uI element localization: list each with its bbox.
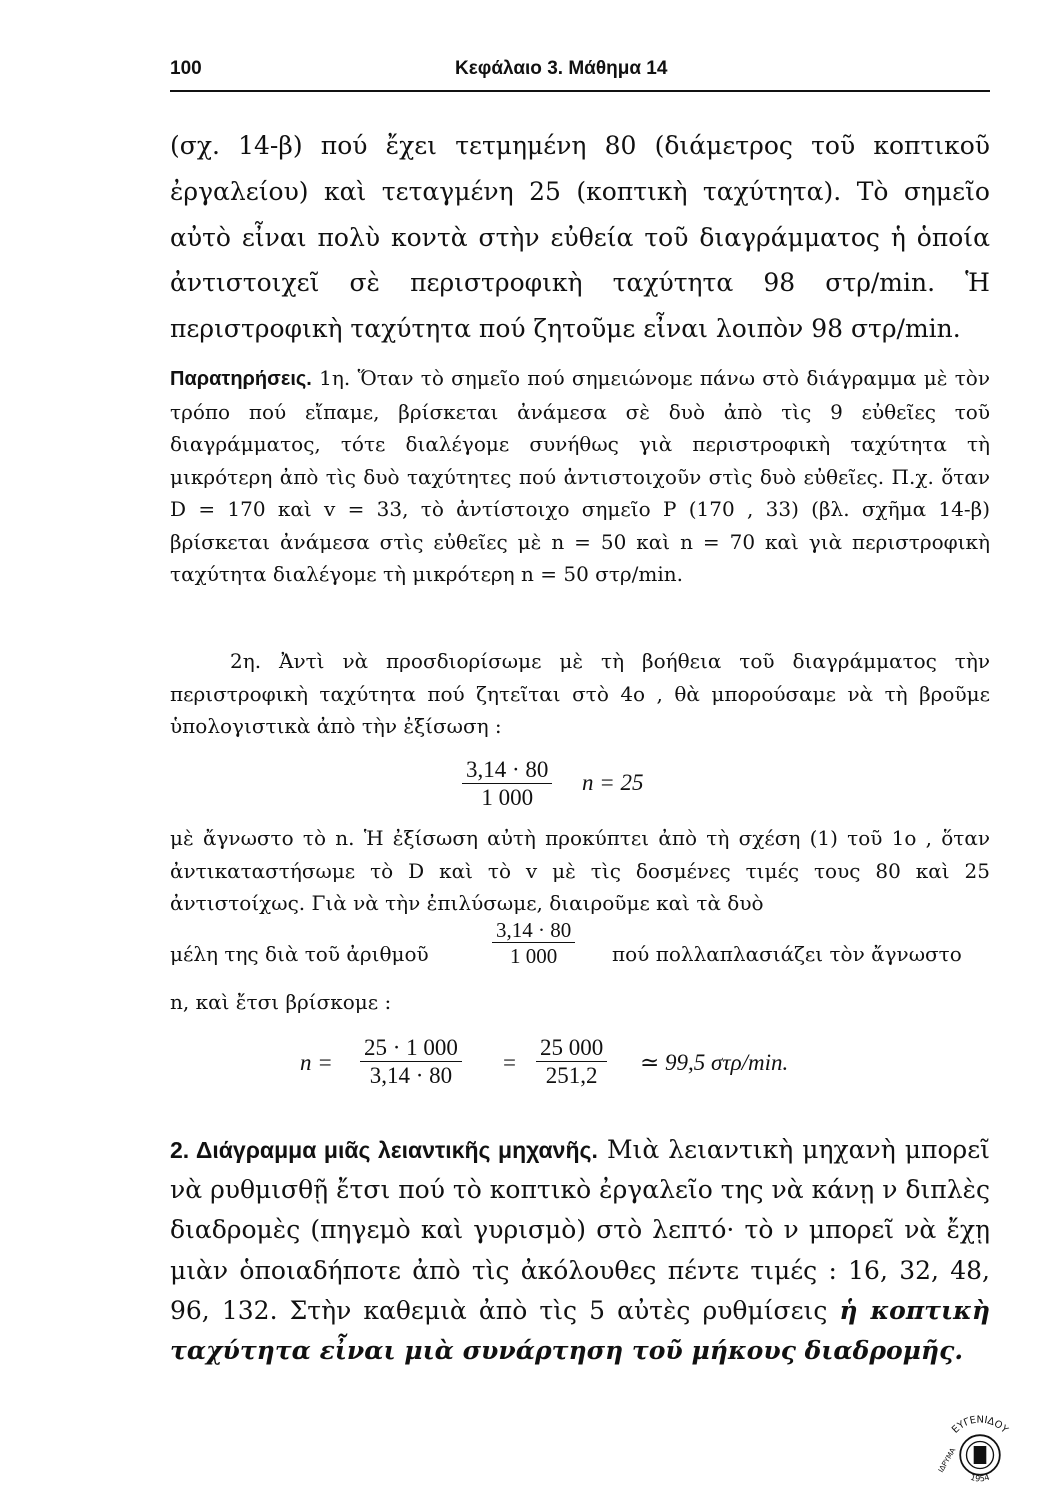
section-2-heading: 2. Διάγραμμα μιᾶς λειαντικῆς μηχανῆς. <box>170 1137 598 1163</box>
inline-fraction <box>492 918 575 969</box>
equation-2-equals: = <box>503 1050 516 1075</box>
foundation-seal <box>935 1410 1025 1500</box>
equation-2-fraction-1 <box>360 1035 462 1090</box>
remark-2-text: Ἀντὶ νὰ προσδιορίσωμε μὲ τὴ βοήθεια τοῦ διαγράμματος τὴν περιστροφικὴ ταχύτητα πού ζητεῖται στὸ 4ο , θὰ μπορούσαμε νὰ τὴ βροῦμε ὑπολογιστικὰ ἀπὸ τὴν ἐξίσωση : <box>170 649 991 738</box>
page-number: 100 <box>170 58 202 79</box>
remarks-heading: Παρατηρήσεις. <box>170 368 312 390</box>
inline-fraction-after: πού πολλαπλασιάζει τὸν ἄγνωστο <box>612 942 962 966</box>
remarks-paragraph <box>170 362 990 591</box>
svg-text:1954 <box>969 1472 990 1484</box>
equation-2-fraction-2-denominator: 251,2 <box>545 1063 598 1088</box>
chapter-title: Κεφάλαιο 3. Μάθημα 14 <box>455 58 668 79</box>
remark-2-paragraph <box>170 645 990 743</box>
section-2-paragraph <box>170 1130 990 1371</box>
section-2-italic-text: ἡ κοπτικὴ ταχύτητα εἶναι μιὰ συνάρτηση τοῦ μήκους διαδρομῆς. <box>170 1295 990 1366</box>
seal-year: 1954 <box>969 1471 991 1484</box>
svg-text:ΕΥΓΕΝΙΔΟΥ <box>950 1415 1011 1437</box>
equation-2-result: ≃ 99,5 στρ/min. <box>640 1050 789 1075</box>
remark-1-text: Ὅταν τὸ σημεῖο πού σημειώνομε πάνω στὸ διάγραμμα μὲ τὸν τρόπο πού εἴπαμε, βρίσκεται ἀνάμεσα σὲ δυὸ ἀπὸ τὶς 9 εὐθεῖες τοῦ διαγράμματος, τότε διαλέγομε συνήθως γιὰ περιστροφικὴ ταχύτητα τὴ μικρότερη ἀπὸ τὶς δυὸ ταχύτητες πού ἀντιστοιχοῦν στὶς δυὸ εὐθεῖες. Π.χ. ὅταν D = 170 καὶ v = 33, τὸ ἀντίστοιχο σημεῖο P (170 , 33) (βλ. σχῆμα 14-β) βρίσκεται ἀνάμεσα στὶς εὐθεῖες μὲ n = 50 καὶ n = 70 καὶ γιὰ περιστροφικὴ ταχύτητα διαλέγομε τὴ μικρότερη n = 50 στρ/min. <box>170 366 990 586</box>
equation-1-denominator: 1 000 <box>481 785 534 810</box>
remark-1-label: 1η. <box>319 366 351 390</box>
seal-top-text: ΕΥΓΕΝΙΔΟΥ <box>950 1414 1010 1436</box>
inline-line-next: n, καὶ ἔτσι βρίσκομε : <box>170 990 392 1014</box>
equation-1-fraction <box>462 757 552 812</box>
equation-2-fraction-2-numerator: 25 000 <box>536 1035 607 1062</box>
seal-left-text: ΙΔΡΥΜΑ <box>936 1446 958 1474</box>
equation-1-numerator: 3,14 · 80 <box>462 757 552 784</box>
paragraph-4: μὲ ἄγνωστο τὸ n. Ἡ ἐξίσωση αὐτὴ προκύπτει ἀπὸ τὴ σχέση (1) τοῦ 1ο , ὅταν ἀντικαταστήσωμε τὸ D καὶ τὸ v μὲ τὶς δοσμένες τιμές τους 80 καὶ 25 ἀντιστοίχως. Γιὰ νὰ τὴν ἐπιλύσωμε, διαιροῦμε καὶ τὰ δυὸ <box>170 826 990 915</box>
inline-fraction-denominator: 1 000 <box>510 944 558 968</box>
inline-fraction-before: μέλη της διὰ τοῦ ἀριθμοῦ <box>170 942 429 966</box>
paragraph-1: (σχ. 14-β) πού ἔχει τετμημένη 80 (διάμετρος τοῦ κοπτικοῦ ἐργαλείου) καὶ τεταγμένη 25 (κοπτικὴ ταχύτητα). Τὸ σημεῖο αὐτὸ εἶναι πολὺ κοντὰ στὴν εὐθεία τοῦ διαγράμματος ἡ ὁποία ἀντιστοιχεῖ σὲ περιστροφικὴ ταχύτητα 98 στρ/min. Ἡ περιστροφικὴ ταχύτητα πού ζητοῦμε εἶναι λοιπὸν 98 στρ/min. <box>170 131 990 344</box>
equation-2-lhs: n = <box>300 1050 333 1075</box>
remark-2-label: 2η. <box>230 649 262 673</box>
inline-fraction-numerator: 3,14 · 80 <box>492 918 575 943</box>
equation-2-fraction-2 <box>536 1035 607 1090</box>
equation-1-rhs: n = 25 <box>582 770 644 795</box>
equation-2-fraction-1-numerator: 25 · 1 000 <box>360 1035 462 1062</box>
running-header <box>170 56 990 92</box>
section-2-text: Μιὰ λειαντικὴ μηχανὴ μπορεῖ νὰ ρυθμισθῇ ἔτσι πού τὸ κοπτικὸ ἐργαλεῖο της νὰ κάνῃ ν διπλὲς διαδρομὲς (πηγεμὸ καὶ γυρισμὸ) στὸ λεπτό· τὸ ν μπορεῖ νὰ ἔχῃ μιὰν ὁποιαδήποτε ἀπὸ τὶς ἀκόλουθες πέντε τιμές : 16, 32, 48, 96, 132. Στὴν καθεμιὰ ἀπὸ τὶς 5 αὐτὲς ρυθμίσεις <box>170 1135 990 1325</box>
equation-2-fraction-1-denominator: 3,14 · 80 <box>369 1063 453 1088</box>
